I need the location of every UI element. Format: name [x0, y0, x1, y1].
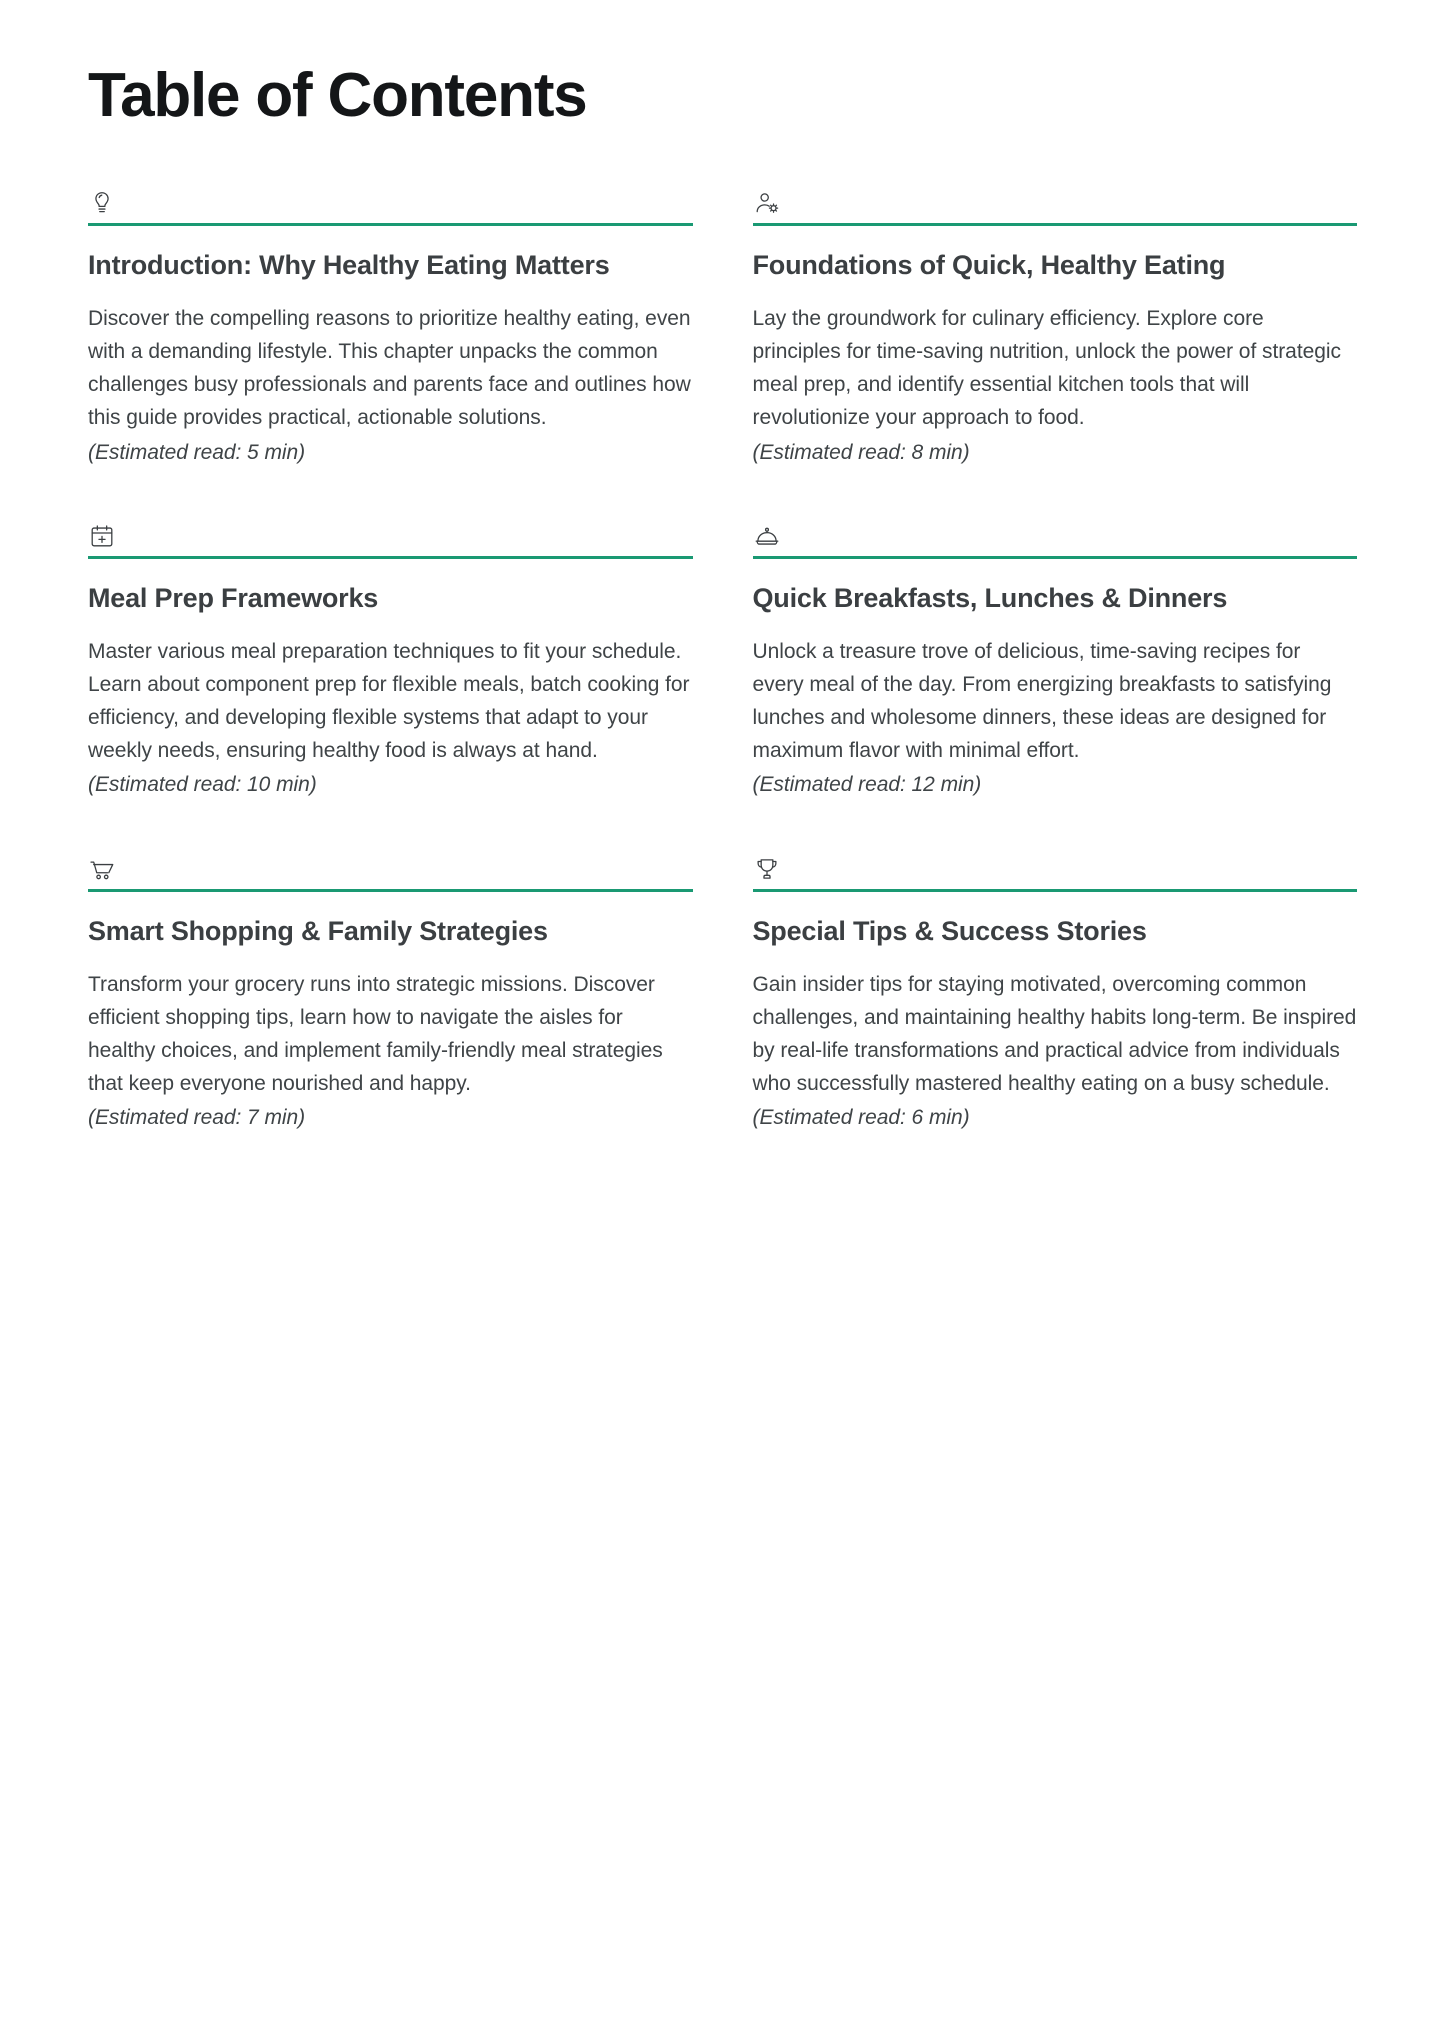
lightbulb-icon: [88, 183, 693, 217]
estimated-read: (Estimated read: 8 min): [752, 440, 970, 464]
accent-divider: [88, 556, 693, 559]
estimated-read: (Estimated read: 5 min): [88, 440, 306, 464]
food-dome-icon: [753, 516, 1358, 550]
toc-entry[interactable]: [753, 849, 1358, 1182]
chapter-description: Master various meal preparation techniques to fit your schedule. Learn about component prep for flexible meals, batch cooking for efficiency, and developing flexible systems that adapt to your weekly needs, ensuring healthy food is always at hand.: [88, 639, 690, 763]
accent-divider: [88, 223, 693, 226]
toc-grid: [88, 183, 1357, 1181]
chapter-description: Unlock a treasure trove of delicious, time-saving recipes for every meal of the day. From energizing breakfasts to satisfying lunches and wholesome dinners, these ideas are designed for maximum flavor with minimal effort.: [752, 639, 1332, 763]
chapter-title: Quick Breakfasts, Lunches & Dinners: [752, 583, 1228, 614]
estimated-read: (Estimated read: 6 min): [752, 1106, 970, 1130]
estimated-read: (Estimated read: 7 min): [88, 1106, 306, 1130]
chapter-description: Lay the groundwork for culinary efficiency. Explore core principles for time-saving nutrition, unlock the power of strategic meal prep, and identify essential kitchen tools that will revolutionize your approach to food.: [752, 306, 1341, 430]
chapter-title: Smart Shopping & Family Strategies: [88, 915, 548, 946]
accent-divider: [88, 889, 693, 892]
estimated-read: (Estimated read: 10 min): [88, 773, 317, 797]
user-settings-icon: [753, 183, 1358, 217]
accent-divider: [753, 889, 1358, 892]
chapter-title: Meal Prep Frameworks: [88, 583, 379, 614]
toc-entry[interactable]: [88, 516, 693, 849]
trophy-icon: [753, 849, 1358, 883]
chapter-description: Discover the compelling reasons to prioritize healthy eating, even with a demanding lifestyle. This chapter unpacks the common challenges busy professionals and parents face and outlines how this guide provides practical, actionable solutions.: [88, 306, 691, 430]
page-title: Table of Contents: [88, 61, 587, 130]
accent-divider: [753, 556, 1358, 559]
toc-entry[interactable]: [753, 183, 1358, 516]
toc-entry[interactable]: [88, 849, 693, 1182]
estimated-read: (Estimated read: 12 min): [752, 773, 982, 797]
chapter-title: Foundations of Quick, Healthy Eating: [752, 250, 1226, 281]
chapter-title: Introduction: Why Healthy Eating Matters: [88, 250, 610, 281]
shopping-cart-icon: [88, 849, 693, 883]
accent-divider: [753, 223, 1358, 226]
chapter-title: Special Tips & Success Stories: [752, 915, 1147, 946]
calendar-plus-icon: [88, 516, 693, 550]
chapter-description: Gain insider tips for staying motivated, overcoming common challenges, and maintaining healthy habits long-term. Be inspired by real-life transformations and practical advice from individuals who successfully mastered healthy eating on a busy schedule.: [752, 972, 1357, 1096]
toc-entry[interactable]: [88, 183, 693, 516]
chapter-description: Transform your grocery runs into strategic missions. Discover efficient shopping tips, learn how to navigate the aisles for healthy choices, and implement family-friendly meal strategies that keep everyone nourished and happy.: [88, 972, 663, 1096]
toc-entry[interactable]: [753, 516, 1358, 849]
